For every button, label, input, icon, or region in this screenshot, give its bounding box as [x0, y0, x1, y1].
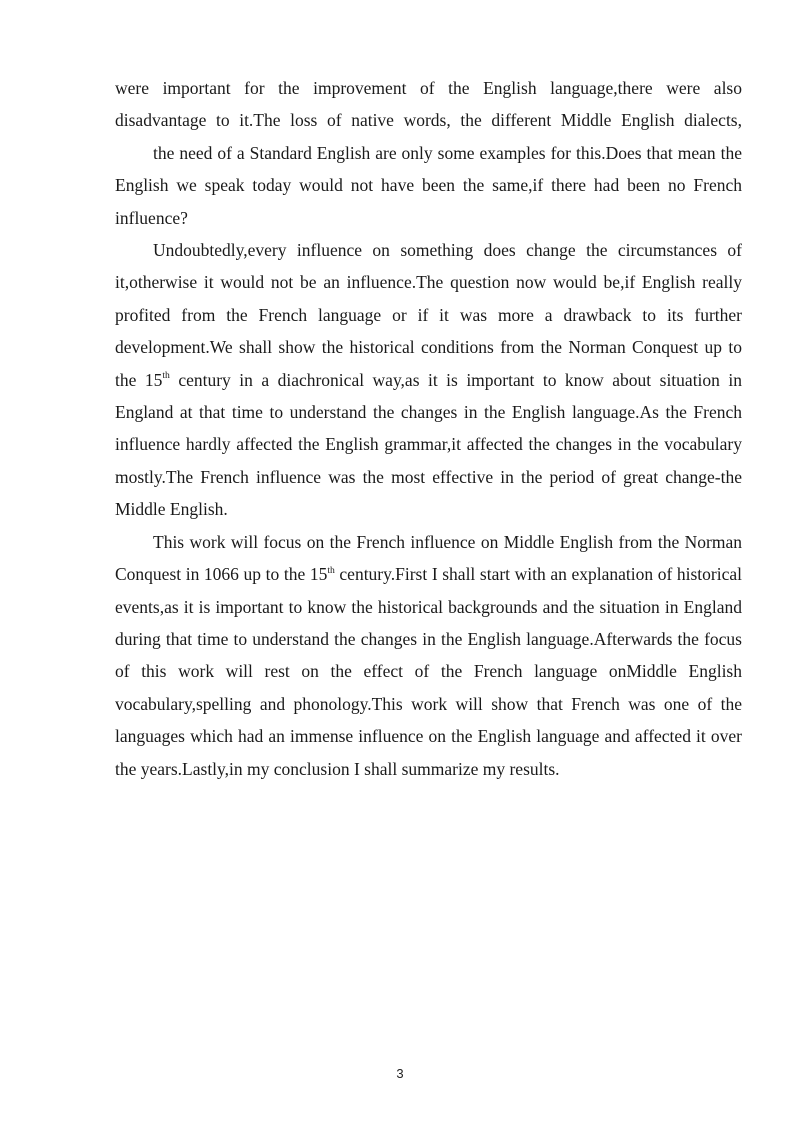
- paragraph-continuation: were important for the improvement of the English language,there were also disadvantage to it.The loss of native words, the different Middle English dialects,: [115, 78, 742, 131]
- superscript-th: th: [327, 564, 335, 576]
- paragraph-work-focus: [115, 526, 742, 785]
- paragraph-text: century in a diachronical way,as it is important to know about situation in England at that time to understand the changes in the English language.As the French influence hardly affected the English grammar,it affected the changes in the vocabulary mostly.The French influence was the most effective in the period of great change-the Middle English.: [115, 369, 742, 520]
- page-body: [115, 72, 742, 785]
- paragraph-text: This work will focus on the French influence on Middle English from the Norman Conquest in 1066 up to the 15: [115, 531, 742, 585]
- paragraph-text: century.First I shall start with an explanation of historical events,as it is important to know the historical backgrounds and the situation in England during that time to understand the changes in the English language.Afterwards the focus of this work will rest on the effect of the French language onMiddle English vocabulary,spelling and phonology.This work will show that French was one of the languages which had an immense influence on the English language and affected it over the years.Lastly,in my conclusion I shall summarize my results.: [115, 564, 742, 779]
- paragraph-standard-english: the need of a Standard English are only some examples for this.Does that mean the English we speak today would not have been the same,if there had been no French influence?: [115, 142, 742, 228]
- superscript-th: th: [162, 370, 170, 382]
- paragraph-influence-question: [115, 234, 742, 526]
- page-number: 3: [396, 1066, 404, 1081]
- paragraph-text: Undoubtedly,every influence on something does change the circumstances of it,otherwise it would not be an influence.The question now would be,if English really profited from the French language or if it was more a drawback to its further development.We shall show the historical conditions from the Norman Conquest up to the 15: [115, 240, 742, 390]
